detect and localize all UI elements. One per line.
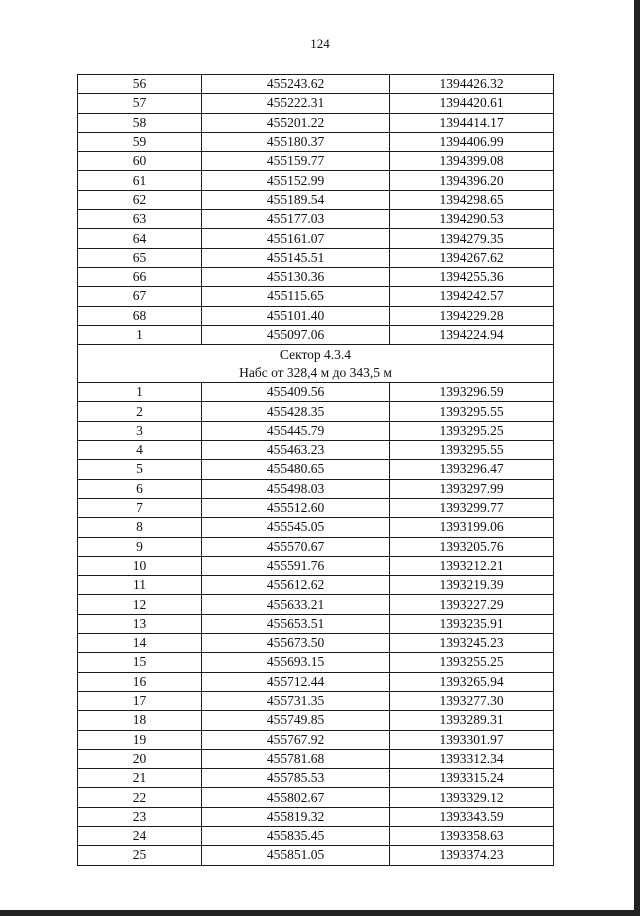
table-row <box>78 441 554 460</box>
point-number-cell: 19 <box>78 730 202 749</box>
y-coordinate-cell: 1394420.61 <box>390 94 554 113</box>
point-number-cell: 2 <box>78 402 202 421</box>
table-row <box>78 287 554 306</box>
table-row <box>78 672 554 691</box>
y-coordinate-cell: 1393374.23 <box>390 846 554 865</box>
x-coordinate-cell: 455767.92 <box>202 730 390 749</box>
point-number-cell: 63 <box>78 210 202 229</box>
y-coordinate-cell: 1394298.65 <box>390 190 554 209</box>
table-row <box>78 152 554 171</box>
point-number-cell: 16 <box>78 672 202 691</box>
table-row <box>78 691 554 710</box>
x-coordinate-cell: 455097.06 <box>202 325 390 344</box>
x-coordinate-cell: 455785.53 <box>202 769 390 788</box>
sector-header-cell <box>78 345 554 383</box>
table-row <box>78 518 554 537</box>
table-row <box>78 75 554 94</box>
y-coordinate-cell: 1393295.25 <box>390 421 554 440</box>
y-coordinate-cell: 1393296.47 <box>390 460 554 479</box>
y-coordinate-cell: 1393297.99 <box>390 479 554 498</box>
table-row <box>78 769 554 788</box>
x-coordinate-cell: 455653.51 <box>202 614 390 633</box>
y-coordinate-cell: 1393212.21 <box>390 556 554 575</box>
coordinates-table-container <box>77 74 553 866</box>
point-number-cell: 12 <box>78 595 202 614</box>
table-row <box>78 248 554 267</box>
table-row <box>78 537 554 556</box>
y-coordinate-cell: 1394229.28 <box>390 306 554 325</box>
table-row <box>78 711 554 730</box>
point-number-cell: 10 <box>78 556 202 575</box>
point-number-cell: 14 <box>78 634 202 653</box>
table-row <box>78 498 554 517</box>
table-row <box>78 479 554 498</box>
sector-header-group <box>78 345 554 383</box>
y-coordinate-cell: 1393295.55 <box>390 441 554 460</box>
point-number-cell: 67 <box>78 287 202 306</box>
x-coordinate-cell: 455512.60 <box>202 498 390 517</box>
point-number-cell: 8 <box>78 518 202 537</box>
point-number-cell: 23 <box>78 807 202 826</box>
table-row <box>78 788 554 807</box>
point-number-cell: 22 <box>78 788 202 807</box>
point-number-cell: 21 <box>78 769 202 788</box>
y-coordinate-cell: 1393296.59 <box>390 383 554 402</box>
coordinates-table <box>77 74 554 866</box>
x-coordinate-cell: 455445.79 <box>202 421 390 440</box>
x-coordinate-cell: 455177.03 <box>202 210 390 229</box>
y-coordinate-cell: 1393329.12 <box>390 788 554 807</box>
x-coordinate-cell: 455633.21 <box>202 595 390 614</box>
y-coordinate-cell: 1393301.97 <box>390 730 554 749</box>
x-coordinate-cell: 455115.65 <box>202 287 390 306</box>
point-number-cell: 57 <box>78 94 202 113</box>
y-coordinate-cell: 1393312.34 <box>390 749 554 768</box>
table-row <box>78 94 554 113</box>
y-coordinate-cell: 1394426.32 <box>390 75 554 94</box>
point-number-cell: 62 <box>78 190 202 209</box>
point-number-cell: 58 <box>78 113 202 132</box>
y-coordinate-cell: 1393265.94 <box>390 672 554 691</box>
y-coordinate-cell: 1394224.94 <box>390 325 554 344</box>
point-number-cell: 66 <box>78 267 202 286</box>
y-coordinate-cell: 1393199.06 <box>390 518 554 537</box>
page-number: 124 <box>310 36 330 51</box>
y-coordinate-cell: 1393299.77 <box>390 498 554 517</box>
x-coordinate-cell: 455189.54 <box>202 190 390 209</box>
x-coordinate-cell: 455180.37 <box>202 132 390 151</box>
sector-header-row <box>78 345 554 383</box>
y-coordinate-cell: 1393205.76 <box>390 537 554 556</box>
y-coordinate-cell: 1393277.30 <box>390 691 554 710</box>
sector-title: Сектор 4.3.4 <box>279 347 352 363</box>
table-row <box>78 171 554 190</box>
y-coordinate-cell: 1394267.62 <box>390 248 554 267</box>
y-coordinate-cell: 1394396.20 <box>390 171 554 190</box>
x-coordinate-cell: 455749.85 <box>202 711 390 730</box>
x-coordinate-cell: 455130.36 <box>202 267 390 286</box>
point-number-cell: 1 <box>78 325 202 344</box>
point-number-cell: 7 <box>78 498 202 517</box>
scan-edge-right <box>634 0 640 916</box>
table-row <box>78 576 554 595</box>
x-coordinate-cell: 455201.22 <box>202 113 390 132</box>
table-row <box>78 113 554 132</box>
table-row <box>78 190 554 209</box>
x-coordinate-cell: 455409.56 <box>202 383 390 402</box>
table-body-top <box>78 75 554 345</box>
x-coordinate-cell: 455819.32 <box>202 807 390 826</box>
y-coordinate-cell: 1393235.91 <box>390 614 554 633</box>
point-number-cell: 24 <box>78 826 202 845</box>
y-coordinate-cell: 1393289.31 <box>390 711 554 730</box>
x-coordinate-cell: 455159.77 <box>202 152 390 171</box>
y-coordinate-cell: 1393255.25 <box>390 653 554 672</box>
y-coordinate-cell: 1394242.57 <box>390 287 554 306</box>
y-coordinate-cell: 1394414.17 <box>390 113 554 132</box>
y-coordinate-cell: 1393219.39 <box>390 576 554 595</box>
table-row <box>78 807 554 826</box>
table-row <box>78 132 554 151</box>
point-number-cell: 5 <box>78 460 202 479</box>
x-coordinate-cell: 455480.65 <box>202 460 390 479</box>
x-coordinate-cell: 455731.35 <box>202 691 390 710</box>
table-row <box>78 730 554 749</box>
point-number-cell: 59 <box>78 132 202 151</box>
x-coordinate-cell: 455851.05 <box>202 846 390 865</box>
sector-height-range: Набс от 328,4 м до 343,5 м <box>239 365 392 381</box>
x-coordinate-cell: 455570.67 <box>202 537 390 556</box>
x-coordinate-cell: 455498.03 <box>202 479 390 498</box>
table-row <box>78 402 554 421</box>
point-number-cell: 9 <box>78 537 202 556</box>
x-coordinate-cell: 455463.23 <box>202 441 390 460</box>
x-coordinate-cell: 455802.67 <box>202 788 390 807</box>
point-number-cell: 11 <box>78 576 202 595</box>
point-number-cell: 20 <box>78 749 202 768</box>
table-row <box>78 634 554 653</box>
table-row <box>78 229 554 248</box>
y-coordinate-cell: 1394290.53 <box>390 210 554 229</box>
y-coordinate-cell: 1393315.24 <box>390 769 554 788</box>
y-coordinate-cell: 1394399.08 <box>390 152 554 171</box>
table-row <box>78 653 554 672</box>
point-number-cell: 17 <box>78 691 202 710</box>
point-number-cell: 64 <box>78 229 202 248</box>
table-row <box>78 460 554 479</box>
point-number-cell: 15 <box>78 653 202 672</box>
point-number-cell: 60 <box>78 152 202 171</box>
x-coordinate-cell: 455101.40 <box>202 306 390 325</box>
x-coordinate-cell: 455712.44 <box>202 672 390 691</box>
point-number-cell: 6 <box>78 479 202 498</box>
table-row <box>78 421 554 440</box>
x-coordinate-cell: 455243.62 <box>202 75 390 94</box>
table-row <box>78 325 554 344</box>
table-row <box>78 383 554 402</box>
point-number-cell: 25 <box>78 846 202 865</box>
table-row <box>78 826 554 845</box>
table-row <box>78 210 554 229</box>
point-number-cell: 56 <box>78 75 202 94</box>
y-coordinate-cell: 1394406.99 <box>390 132 554 151</box>
table-row <box>78 306 554 325</box>
x-coordinate-cell: 455545.05 <box>202 518 390 537</box>
x-coordinate-cell: 455612.62 <box>202 576 390 595</box>
y-coordinate-cell: 1393358.63 <box>390 826 554 845</box>
table-row <box>78 556 554 575</box>
x-coordinate-cell: 455591.76 <box>202 556 390 575</box>
x-coordinate-cell: 455835.45 <box>202 826 390 845</box>
x-coordinate-cell: 455693.15 <box>202 653 390 672</box>
point-number-cell: 18 <box>78 711 202 730</box>
table-row <box>78 267 554 286</box>
x-coordinate-cell: 455428.35 <box>202 402 390 421</box>
table-row <box>78 749 554 768</box>
x-coordinate-cell: 455673.50 <box>202 634 390 653</box>
table-row <box>78 846 554 865</box>
point-number-cell: 3 <box>78 421 202 440</box>
table-row <box>78 614 554 633</box>
point-number-cell: 4 <box>78 441 202 460</box>
table-row <box>78 595 554 614</box>
x-coordinate-cell: 455145.51 <box>202 248 390 267</box>
table-body-bottom <box>78 383 554 865</box>
x-coordinate-cell: 455222.31 <box>202 94 390 113</box>
y-coordinate-cell: 1393343.59 <box>390 807 554 826</box>
y-coordinate-cell: 1393227.29 <box>390 595 554 614</box>
y-coordinate-cell: 1393245.23 <box>390 634 554 653</box>
x-coordinate-cell: 455161.07 <box>202 229 390 248</box>
scan-edge-bottom <box>0 910 640 916</box>
point-number-cell: 1 <box>78 383 202 402</box>
point-number-cell: 68 <box>78 306 202 325</box>
x-coordinate-cell: 455781.68 <box>202 749 390 768</box>
point-number-cell: 13 <box>78 614 202 633</box>
y-coordinate-cell: 1394255.36 <box>390 267 554 286</box>
point-number-cell: 65 <box>78 248 202 267</box>
y-coordinate-cell: 1393295.55 <box>390 402 554 421</box>
point-number-cell: 61 <box>78 171 202 190</box>
x-coordinate-cell: 455152.99 <box>202 171 390 190</box>
y-coordinate-cell: 1394279.35 <box>390 229 554 248</box>
